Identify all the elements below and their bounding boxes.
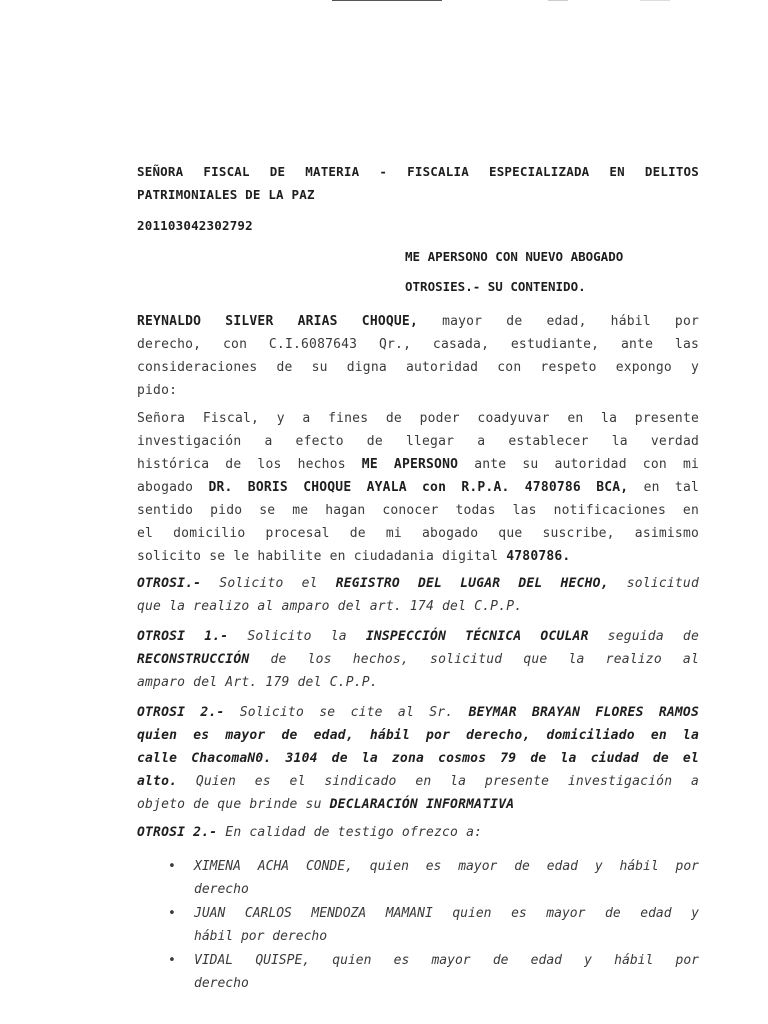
witness-text: derecho <box>194 882 249 897</box>
witness-text: derecho <box>194 976 249 991</box>
witness-text: VIDAL QUISPE, quien es mayor de edad y hábil por <box>194 953 699 968</box>
witness-text: hábil por derecho <box>194 929 328 944</box>
otrosi-paragraph: OTROSI.- Solicito el REGISTRO DEL LUGAR DEL HECHO, solicitud que la realizo al amparo del art. 174 del C.P.P. <box>137 576 699 614</box>
witness-text: JUAN CARLOS MENDOZA MAMANI quien es mayor de edad y <box>194 906 699 921</box>
addressee-line: PATRIMONIALES DE LA PAZ <box>137 187 315 202</box>
bullet-icon: • <box>168 953 176 968</box>
witness-text: XIMENA ACHA CONDE, quien es mayor de edad y hábil por <box>194 859 699 874</box>
petitioner-name: REYNALDO SILVER ARIAS CHOQUE, <box>137 314 418 329</box>
addressee-heading <box>137 160 699 206</box>
otrosi-witness-heading: OTROSI 2.- En calidad de testigo ofrezco a: <box>137 825 483 840</box>
list-item <box>168 902 699 948</box>
otrosi-2-paragraph: OTROSI 2.- Solicito se cite al Sr. BEYMAR BRAYAN FLORES RAMOS quien es mayor de edad, hábil por derecho, domiciliado en la calle ChacomaN0. 3104 de la zona cosmos 79 de la ciudad de el alto. Quien es el sindicado en la presente investigación a objeto de que brinde su DECLARACIÓN INFORMATIVA <box>137 705 699 812</box>
otrosi-1-paragraph: OTROSI 1.- Solicito la INSPECCIÓN TÉCNICA OCULAR seguida de RECONSTRUCCIÓN de los hechos, solicitud que la realizo al amparo del Art. 179 del C.P.P. <box>137 629 699 690</box>
accused-name: BEYMAR BRAYAN FLORES RAMOS <box>468 705 699 720</box>
list-item <box>168 855 699 901</box>
subject-line: OTROSIES.- SU CONTENIDO. <box>405 279 586 294</box>
bullet-icon: • <box>168 859 176 874</box>
body-paragraph: Señora Fiscal, y a fines de poder coadyuvar en la presente investigación a efecto de llegar a establecer la verdad histórica de los hechos ME APERSONO ante su autoridad con mi abogado DR. BORIS CHOQUE AYALA con R.P.A. 4780786 BCA, en tal sentido pido se me hagan conocer todas las notificaciones en el domicilio procesal de mi abogado que suscribe, asimismo solicito se le habilite en ciudadania digital 4780786. <box>137 411 700 564</box>
case-number: 201103042302792 <box>137 218 253 233</box>
top-edge-mark <box>332 0 442 1</box>
top-edge-mark <box>640 0 670 1</box>
addressee-line: SEÑORA FISCAL DE MATERIA - FISCALIA ESPECIALIZADA EN DELITOS <box>137 164 699 179</box>
top-edge-mark <box>548 0 568 1</box>
list-item <box>168 949 699 995</box>
bullet-icon: • <box>168 906 176 921</box>
lawyer-name: DR. BORIS CHOQUE AYALA con R.P.A. 4780786 BCA, <box>208 480 629 495</box>
intro-paragraph: REYNALDO SILVER ARIAS CHOQUE, mayor de edad, hábil por derecho, con C.I.6087643 Qr., casada, estudiante, ante las consideraciones de su digna autoridad con respeto expongo y pido: <box>137 314 699 398</box>
subject-line: ME APERSONO CON NUEVO ABOGADO <box>405 249 624 264</box>
